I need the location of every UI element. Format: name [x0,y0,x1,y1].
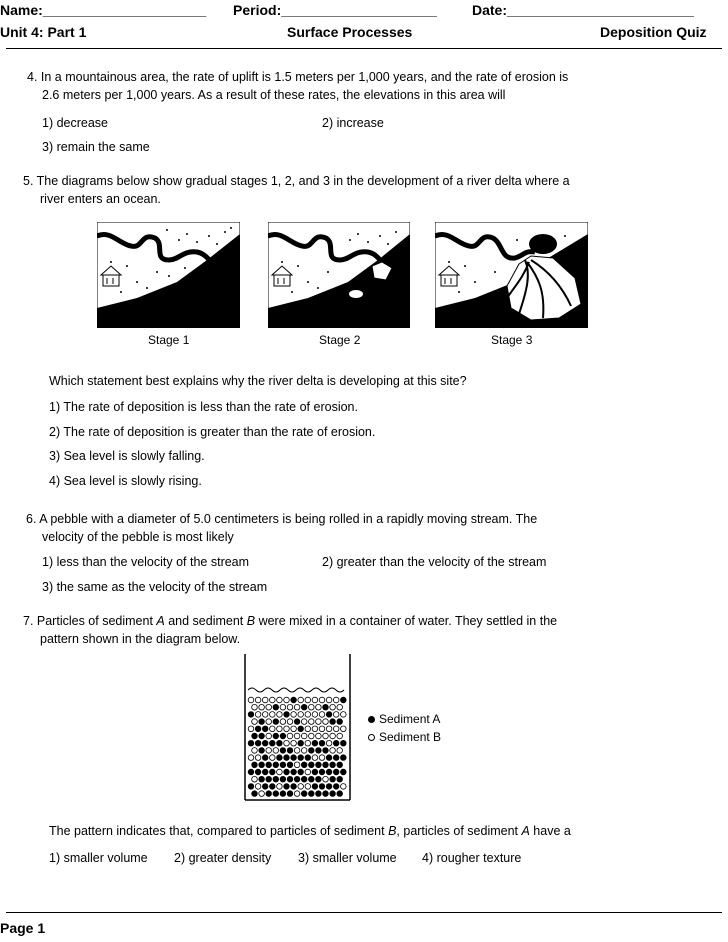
sediment-b-particle [330,704,336,710]
stage-2-label: Stage 2 [319,333,361,347]
delta-stage-2-diagram [268,222,410,328]
sediment-b-particle [298,697,304,703]
q5-option-2: 2) The rate of deposition is greater than the rate of erosion. [49,425,376,439]
sediment-a-particle [301,791,307,797]
sediment-a-particle [280,791,286,797]
q6-option-2: 2) greater than the velocity of the stream [322,555,547,569]
sediment-a-particle [319,784,325,790]
sediment-a-particle [273,733,279,739]
sediment-b-particle [255,755,261,761]
sediment-a-particle [266,791,272,797]
period-field-label: Period:____________________ [233,2,437,18]
sediment-a-particle [270,784,276,790]
sediment-b-particle [312,755,318,761]
sediment-b-particle [291,740,297,746]
delta-stage-1-diagram [97,222,240,328]
sediment-a-particle [301,776,307,782]
sediment-a-particle [266,776,272,782]
sediment-b-particle [333,726,339,732]
sediment-b-particle [301,719,307,725]
q5-text-line1: 5. The diagrams below show gradual stages 1, 2, and 3 in the development of a river delta where a [23,174,570,188]
sediment-a-particle [270,769,276,775]
stage-1-label: Stage 1 [148,333,190,347]
sediment-b-particle [280,704,286,710]
sediment-b-particle [305,697,311,703]
sediment-a-particle [294,776,300,782]
sediment-b-particle [284,697,290,703]
sediment-a-particle [248,712,254,718]
sediment-b-particle [330,748,336,754]
sediment-a-particle [323,762,329,768]
footer-divider [6,912,722,913]
q7-option-3: 3) smaller volume [298,851,397,865]
sediment-b-particle [309,719,315,725]
sediment-b-particle [262,712,268,718]
sediment-b-particle [319,726,325,732]
topic-title: Surface Processes [287,24,413,40]
sediment-b-particle [330,733,336,739]
sediment-a-particle [298,755,304,761]
sediment-b-particle [252,704,258,710]
q7-prompt: The pattern indicates that, compared to particles of sediment B, particles of sediment A have a [49,824,571,838]
stage-3-label: Stage 3 [491,333,533,347]
sediment-b-particle [312,712,318,718]
q7-text-line1: 7. Particles of sediment A and sediment B were mixed in a container of water. They settled in the [23,614,558,628]
q4-option-1: 1) decrease [42,116,109,130]
sediment-a-particle [316,748,322,754]
sediment-b-particle [316,719,322,725]
sediment-b-particle [259,704,265,710]
sediment-a-particle [280,733,286,739]
sediment-a-particle [330,776,336,782]
sediment-a-particle [330,791,336,797]
sediment-b-particle [326,740,332,746]
q5-option-4: 4) Sea level is slowly rising. [49,474,202,488]
sediment-a-particle [270,740,276,746]
q6-text-line1: 6. A pebble with a diameter of 5.0 centimeters is being rolled in a rapidly moving stream. The [26,512,538,526]
sediment-a-particle [259,748,265,754]
sediment-a-particle [309,791,315,797]
sediment-a-particle [255,740,261,746]
sediment-b-particle [305,726,311,732]
filled-circle-icon [368,716,375,723]
sediment-a-particle [291,755,297,761]
sediment-b-particle [305,740,311,746]
date-field-label: Date:________________________ [472,2,694,18]
sediment-a-particle [280,748,286,754]
sediment-b-particle [266,733,272,739]
sediment-b-particle [291,726,297,732]
sediment-b-particle [341,712,347,718]
sediment-a-particle [291,769,297,775]
q7-option-2: 2) greater density [174,851,272,865]
sediment-a-particle [337,776,343,782]
sediment-a-particle [333,784,339,790]
sediment-a-particle [266,762,272,768]
sediment-b-particle [277,769,283,775]
sediment-a-particle [309,776,315,782]
sediment-b-particle [280,719,286,725]
sediment-b-particle [284,726,290,732]
sediment-a-particle [337,791,343,797]
sediment-b-particle [270,726,276,732]
sediment-a-particle [298,769,304,775]
sediment-b-particle [248,726,254,732]
sediment-b-particle [287,719,293,725]
sediment-a-particle [330,762,336,768]
delta-stage-3-diagram [435,222,588,328]
sediment-a-particle [273,776,279,782]
sediment-a-particle [341,769,347,775]
sediment-a-particle [252,791,258,797]
sediment-a-particle [280,762,286,768]
sediment-a-particle [284,769,290,775]
sediment-a-particle [277,740,283,746]
page-number: Page 1 [0,920,46,936]
sediment-a-particle [284,755,290,761]
sediment-b-particle [259,791,265,797]
sediment-b-particle [341,784,347,790]
sediment-b-particle [337,733,343,739]
sediment-b-particle [277,784,283,790]
sediment-a-particle [255,726,261,732]
sediment-a-particle [248,784,254,790]
sediment-a-particle [287,776,293,782]
q6-option-3: 3) the same as the velocity of the stream [42,580,268,594]
sediment-a-particle [326,769,332,775]
q5-option-1: 1) The rate of deposition is less than the rate of erosion. [49,400,358,414]
sediment-b-particle [287,704,293,710]
q4-option-3: 3) remain the same [42,140,150,154]
sediment-a-particle [262,769,268,775]
sediment-b-particle [323,776,329,782]
sediment-b-particle [266,719,272,725]
q4-text-line2: 2.6 meters per 1,000 years. As a result of these rates, the elevations in this area will [42,88,506,102]
sediment-b-particle [341,726,347,732]
sediment-a-particle [333,740,339,746]
sediment-a-particle [291,784,297,790]
sediment-a-particle [273,704,279,710]
quiz-title: Deposition Quiz [600,24,707,40]
sediment-a-particle [323,791,329,797]
sediment-b-particle [294,733,300,739]
sediment-a-particle [273,719,279,725]
sediment-b-particle [294,791,300,797]
sediment-b-particle [266,704,272,710]
sediment-a-particle [262,784,268,790]
q7-option-4: 4) rougher texture [422,851,522,865]
sediment-b-particle [255,784,261,790]
sediment-b-particle [255,697,261,703]
sediment-b-particle [248,697,254,703]
unit-title: Unit 4: Part 1 [0,24,87,40]
sediment-b-particle [277,712,283,718]
sediment-b-particle [298,712,304,718]
sediment-a-particle [301,762,307,768]
open-circle-icon [368,734,375,741]
sediment-a-particle [273,791,279,797]
sediment-b-particle [323,719,329,725]
sediment-b-particle [312,726,318,732]
q4-option-2: 2) increase [322,116,384,130]
sediment-b-particle [270,712,276,718]
sediment-a-particle [305,755,311,761]
q5-option-3: 3) Sea level is slowly falling. [49,449,205,463]
sediment-a-particle [309,762,315,768]
sediment-a-particle [312,784,318,790]
sediment-b-particle [287,733,293,739]
sediment-b-particle [333,712,339,718]
sediment-a-particle [341,740,347,746]
sediment-b-particle [255,712,261,718]
sediment-a-particle [262,726,268,732]
sediment-a-particle [333,769,339,775]
sediment-a-particle [259,762,265,768]
sediment-a-particle [326,784,332,790]
sediment-a-particle [326,755,332,761]
q6-option-1: 1) less than the velocity of the stream [42,555,250,569]
sediment-a-particle [298,726,304,732]
legend-sediment-b: Sediment B [368,730,441,744]
sediment-a-particle [255,769,261,775]
sediment-b-particle [270,697,276,703]
sediment-a-particle [319,769,325,775]
sediment-a-particle [330,719,336,725]
header-divider [6,48,722,49]
sediment-a-particle [341,697,347,703]
q5-prompt: Which statement best explains why the river delta is developing at this site? [49,374,467,388]
sediment-b-particle [284,740,290,746]
sediment-b-particle [316,704,322,710]
sediment-b-particle [305,784,311,790]
sediment-b-particle [248,755,254,761]
sediment-a-particle [301,704,307,710]
sediment-a-particle [287,791,293,797]
sediment-b-particle [326,726,332,732]
sediment-b-particle [312,697,318,703]
sediment-a-particle [337,762,343,768]
sediment-a-particle [333,755,339,761]
sediment-b-particle [270,755,276,761]
sediment-b-particle [298,784,304,790]
sediment-a-particle [248,769,254,775]
sediment-b-particle [252,748,258,754]
sediment-b-particle [252,776,258,782]
q5-text-line2: river enters an ocean. [40,192,161,206]
sediment-a-particle [273,762,279,768]
sediment-a-particle [337,719,343,725]
sediment-b-particle [337,748,343,754]
sediment-b-particle [309,733,315,739]
sediment-a-particle [309,748,315,754]
sediment-b-particle [277,726,283,732]
sediment-a-particle [284,784,290,790]
sediment-b-particle [277,697,283,703]
sediment-a-particle [284,712,290,718]
sediment-a-particle [316,776,322,782]
sediment-a-particle [248,740,254,746]
sediment-a-particle [341,755,347,761]
sediment-b-particle [305,712,311,718]
sediment-a-particle [316,791,322,797]
sediment-b-particle [319,712,325,718]
sediment-b-particle [326,697,332,703]
sediment-a-particle [262,740,268,746]
sediment-a-particle [259,733,265,739]
sediment-b-particle [323,733,329,739]
sediment-a-particle [326,712,332,718]
q7-text-line2: pattern shown in the diagram below. [40,632,241,646]
sediment-b-particle [294,704,300,710]
sediment-a-particle [259,719,265,725]
sediment-a-particle [312,740,318,746]
sediment-b-particle [294,762,300,768]
legend-sediment-a: Sediment A [368,712,440,726]
sediment-b-particle [337,704,343,710]
sediment-a-particle [262,755,268,761]
sediment-b-particle [301,748,307,754]
sediment-b-particle [316,733,322,739]
sediment-a-particle [277,755,283,761]
sediment-a-particle [323,748,329,754]
sediment-a-particle [294,719,300,725]
sediment-b-particle [266,748,272,754]
sediment-b-particle [294,748,300,754]
sediment-b-particle [252,719,258,725]
sediment-b-particle [309,704,315,710]
sediment-b-particle [301,733,307,739]
name-field-label: Name:_____________________ [0,2,207,18]
q6-text-line2: velocity of the pebble is most likely [42,530,234,544]
sediment-b-particle [273,748,279,754]
sediment-a-particle [287,762,293,768]
sediment-b-particle [319,697,325,703]
q7-option-1: 1) smaller volume [49,851,148,865]
sediment-a-particle [312,769,318,775]
sediment-b-particle [291,712,297,718]
sediment-a-particle [252,733,258,739]
sediment-a-particle [319,740,325,746]
sediment-a-particle [287,748,293,754]
sediment-a-particle [259,776,265,782]
sediment-a-particle [298,740,304,746]
sediment-a-particle [316,762,322,768]
sediment-container-diagram [240,654,356,802]
sediment-a-particle [252,762,258,768]
sediment-b-particle [262,697,268,703]
sediment-a-particle [323,704,329,710]
sediment-a-particle [280,776,286,782]
sediment-b-particle [333,697,339,703]
sediment-b-particle [305,769,311,775]
q4-text-line1: 4. In a mountainous area, the rate of uplift is 1.5 meters per 1,000 years, and the rate of erosion is [27,70,569,84]
sediment-b-particle [319,755,325,761]
sediment-a-particle [291,697,297,703]
